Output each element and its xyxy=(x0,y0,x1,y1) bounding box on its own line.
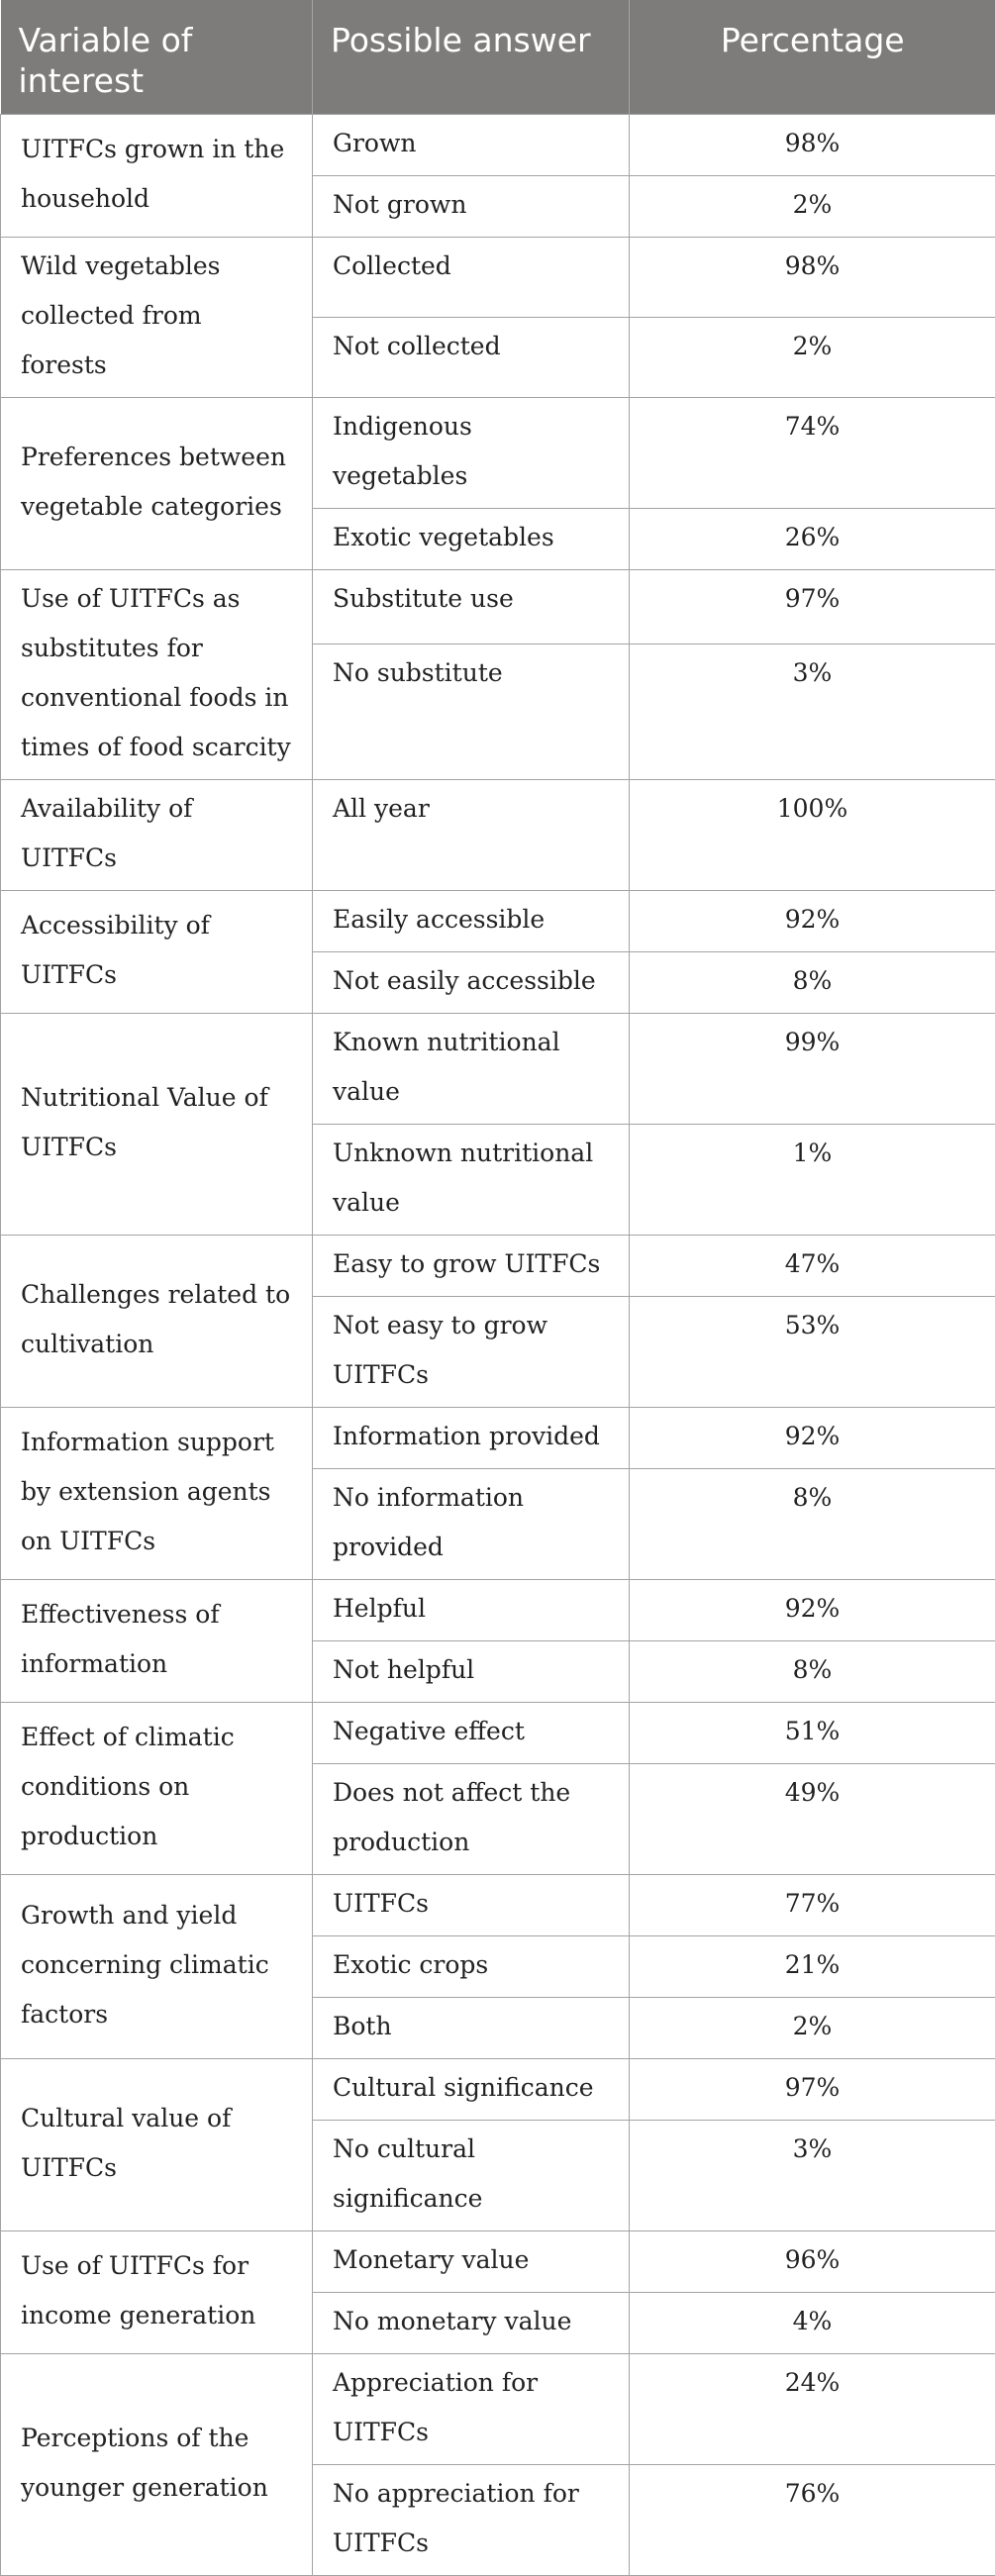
answer-cell: All year xyxy=(313,779,630,890)
table-row xyxy=(1,890,995,951)
answer-cell: Not easy to grow UITFCs xyxy=(313,1296,630,1407)
variable-cell: Accessibility of UITFCs xyxy=(1,890,313,1013)
table-row xyxy=(1,237,995,317)
percentage-cell: 8% xyxy=(630,1468,995,1579)
header-variable: Variable of interest xyxy=(1,0,313,114)
answer-cell: Collected xyxy=(313,237,630,317)
percentage-cell: 97% xyxy=(630,569,995,644)
percentage-cell: 51% xyxy=(630,1702,995,1763)
variable-cell: Nutritional Value of UITFCs xyxy=(1,1013,313,1235)
percentage-cell: 2% xyxy=(630,1997,995,2058)
variable-cell: Wild vegetables collected from forests xyxy=(1,237,313,397)
answer-cell: Information provided xyxy=(313,1407,630,1468)
percentage-cell: 97% xyxy=(630,2058,995,2120)
percentage-cell: 92% xyxy=(630,1579,995,1640)
table-header xyxy=(1,0,995,114)
percentage-cell: 2% xyxy=(630,175,995,237)
variable-cell: Cultural value of UITFCs xyxy=(1,2058,313,2230)
answer-cell: Substitute use xyxy=(313,569,630,644)
table-row xyxy=(1,114,995,175)
percentage-cell: 99% xyxy=(630,1013,995,1124)
answer-cell: Helpful xyxy=(313,1579,630,1640)
answer-cell: Both xyxy=(313,1997,630,2058)
table-row xyxy=(1,1407,995,1468)
table-row xyxy=(1,2230,995,2292)
percentage-cell: 3% xyxy=(630,2120,995,2230)
table-row xyxy=(1,1874,995,1935)
answer-cell: Negative effect xyxy=(313,1702,630,1763)
answer-cell: Grown xyxy=(313,114,630,175)
table-row xyxy=(1,1579,995,1640)
answer-cell: Monetary value xyxy=(313,2230,630,2292)
answer-cell: Exotic vegetables xyxy=(313,508,630,569)
percentage-cell: 77% xyxy=(630,1874,995,1935)
variable-cell: Perceptions of the younger generation xyxy=(1,2353,313,2575)
variable-cell: Effect of climatic conditions on production xyxy=(1,1702,313,1874)
answer-cell: Not helpful xyxy=(313,1640,630,1702)
table-row xyxy=(1,2058,995,2120)
percentage-cell: 1% xyxy=(630,1124,995,1235)
variable-cell: Use of UITFCs for income generation xyxy=(1,2230,313,2353)
answer-cell: No appreciation for UITFCs xyxy=(313,2464,630,2575)
percentage-cell: 92% xyxy=(630,890,995,951)
header-percentage: Percentage xyxy=(630,0,995,114)
answer-cell: UITFCs xyxy=(313,1874,630,1935)
table-row xyxy=(1,569,995,644)
answer-cell: Easy to grow UITFCs xyxy=(313,1235,630,1296)
percentage-cell: 76% xyxy=(630,2464,995,2575)
percentage-cell: 26% xyxy=(630,508,995,569)
variable-cell: Information support by extension agents on UITFCs xyxy=(1,1407,313,1579)
percentage-cell: 74% xyxy=(630,397,995,508)
answer-cell: No monetary value xyxy=(313,2292,630,2353)
variable-cell: Preferences between vegetable categories xyxy=(1,397,313,569)
table-row xyxy=(1,397,995,508)
variable-cell: UITFCs grown in the household xyxy=(1,114,313,237)
table-row xyxy=(1,779,995,890)
percentage-cell: 47% xyxy=(630,1235,995,1296)
answer-cell: Indigenous vegetables xyxy=(313,397,630,508)
answer-cell: Cultural significance xyxy=(313,2058,630,2120)
percentage-cell: 100% xyxy=(630,779,995,890)
variable-cell: Challenges related to cultivation xyxy=(1,1235,313,1407)
percentage-cell: 98% xyxy=(630,114,995,175)
percentage-cell: 24% xyxy=(630,2353,995,2464)
answer-cell: No information provided xyxy=(313,1468,630,1579)
answer-cell: Easily accessible xyxy=(313,890,630,951)
answer-cell: No substitute xyxy=(313,644,630,779)
percentage-cell: 53% xyxy=(630,1296,995,1407)
percentage-cell: 8% xyxy=(630,951,995,1013)
answer-cell: Appreciation for UITFCs xyxy=(313,2353,630,2464)
variable-cell: Availability of UITFCs xyxy=(1,779,313,890)
variable-cell: Use of UITFCs as substitutes for conventional foods in times of food scarcity xyxy=(1,569,313,779)
answer-cell: Not collected xyxy=(313,317,630,397)
table-row xyxy=(1,1013,995,1124)
answer-cell: No cultural significance xyxy=(313,2120,630,2230)
answer-cell: Known nutritional value xyxy=(313,1013,630,1124)
percentage-cell: 96% xyxy=(630,2230,995,2292)
table-body xyxy=(1,114,995,2575)
percentage-cell: 8% xyxy=(630,1640,995,1702)
variable-cell: Effectiveness of information xyxy=(1,1579,313,1702)
percentage-cell: 2% xyxy=(630,317,995,397)
percentage-cell: 4% xyxy=(630,2292,995,2353)
answer-cell: Unknown nutritional value xyxy=(313,1124,630,1235)
table-row xyxy=(1,1702,995,1763)
variable-cell: Growth and yield concerning climatic factors xyxy=(1,1874,313,2058)
table-row xyxy=(1,1235,995,1296)
answer-cell: Not grown xyxy=(313,175,630,237)
header-row xyxy=(1,0,995,114)
header-answer: Possible answer xyxy=(313,0,630,114)
answer-cell: Does not affect the production xyxy=(313,1763,630,1874)
table-row xyxy=(1,2353,995,2464)
percentage-cell: 21% xyxy=(630,1935,995,1997)
answer-cell: Not easily accessible xyxy=(313,951,630,1013)
percentage-cell: 3% xyxy=(630,644,995,779)
percentage-cell: 49% xyxy=(630,1763,995,1874)
answer-cell: Exotic crops xyxy=(313,1935,630,1997)
percentage-cell: 98% xyxy=(630,237,995,317)
percentage-cell: 92% xyxy=(630,1407,995,1468)
